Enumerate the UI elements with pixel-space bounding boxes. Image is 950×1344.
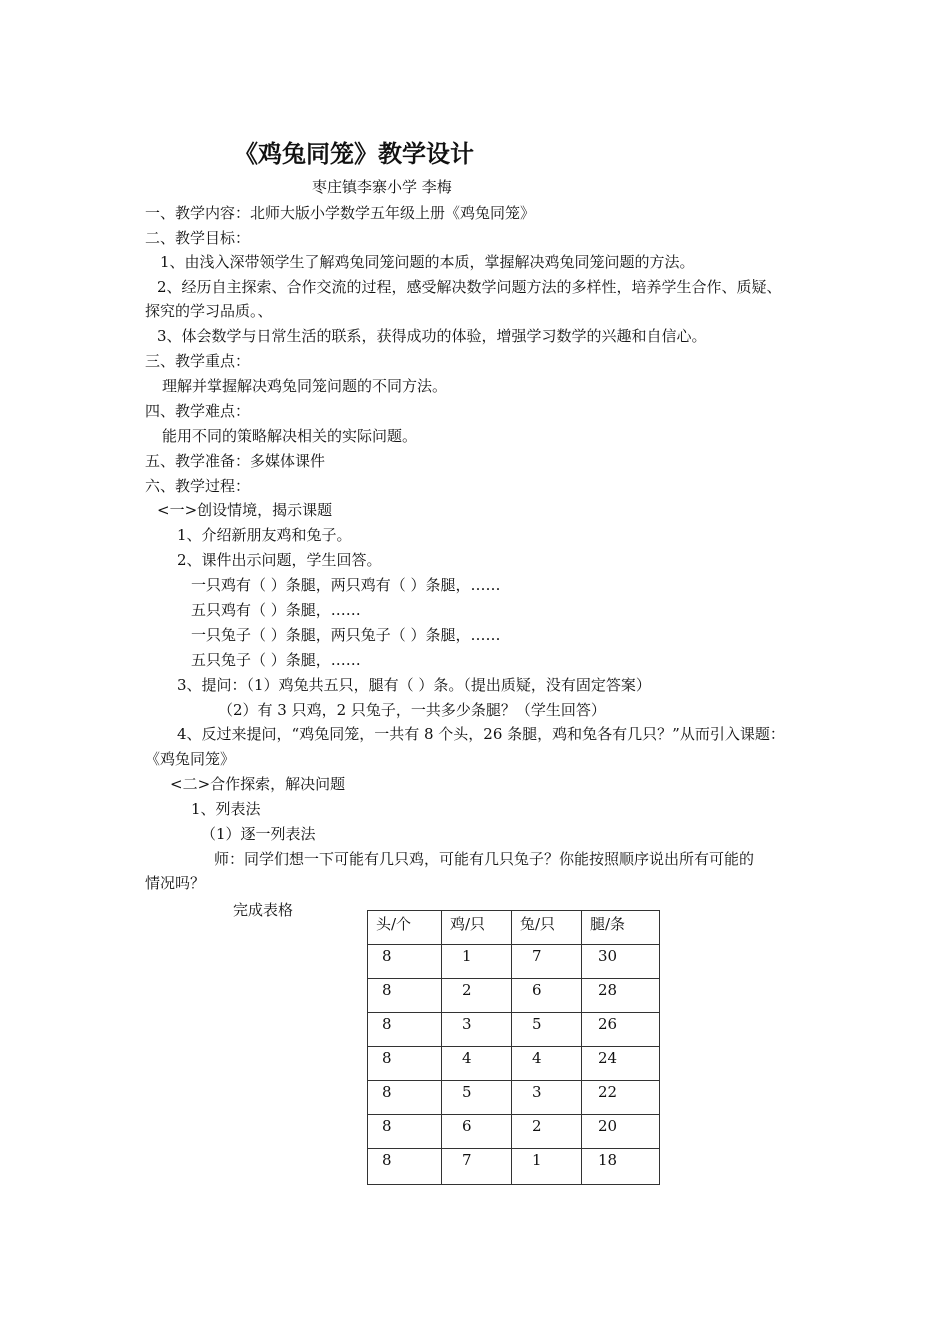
author-line: 枣庄镇李寨小学 李梅 xyxy=(312,178,452,196)
cell-rabbits: 5 xyxy=(512,1013,582,1047)
table-row xyxy=(368,945,660,979)
cell-chickens: 4 xyxy=(442,1047,512,1081)
table-row xyxy=(368,1149,660,1185)
cell-rabbits: 4 xyxy=(512,1047,582,1081)
cell-legs: 18 xyxy=(582,1149,660,1185)
teacher-question-cont: 情况吗？ xyxy=(145,874,206,892)
method-list: 1、列表法 xyxy=(191,800,261,818)
method-list-sub: （1）逐一列表法 xyxy=(201,825,316,843)
table-row xyxy=(368,1115,660,1149)
goal-2-cont: 探究的学习品质。、 xyxy=(145,302,273,320)
step-two-heading: <二>合作探索，解决问题 xyxy=(170,775,346,793)
cell-legs: 24 xyxy=(582,1047,660,1081)
cell-legs: 26 xyxy=(582,1013,660,1047)
question-line-4: 五只兔子（ ）条腿，…… xyxy=(191,651,361,669)
table-caption: 完成表格 xyxy=(233,901,294,919)
cell-heads: 8 xyxy=(368,1013,442,1047)
section-content: 一、教学内容：北师大版小学数学五年级上册《鸡兔同笼》 xyxy=(145,204,536,222)
header-rabbits: 兔/只 xyxy=(512,911,582,945)
cell-legs: 28 xyxy=(582,979,660,1013)
enumeration-table xyxy=(367,910,660,1185)
cell-heads: 8 xyxy=(368,1115,442,1149)
step-one-item-1: 1、介绍新朋友鸡和兔子。 xyxy=(177,526,352,544)
section-preparation: 五、教学准备：多媒体课件 xyxy=(145,452,326,470)
goal-3: 3、体会数学与日常生活的联系，获得成功的体验，增强学习数学的兴趣和自信心。 xyxy=(157,327,707,345)
cell-chickens: 3 xyxy=(442,1013,512,1047)
document-title: 《鸡兔同笼》教学设计 xyxy=(234,140,474,168)
cell-legs: 30 xyxy=(582,945,660,979)
question-line-2: 五只鸡有（ ）条腿，…… xyxy=(191,601,361,619)
cell-rabbits: 3 xyxy=(512,1081,582,1115)
goal-1: 1、由浅入深带领学生了解鸡兔同笼问题的本质，掌握解决鸡兔同笼问题的方法。 xyxy=(160,253,695,271)
cell-chickens: 2 xyxy=(442,979,512,1013)
cell-rabbits: 1 xyxy=(512,1149,582,1185)
table-row xyxy=(368,1081,660,1115)
header-chickens: 鸡/只 xyxy=(442,911,512,945)
cell-chickens: 7 xyxy=(442,1149,512,1185)
question-line-1: 一只鸡有（ ）条腿，两只鸡有（ ）条腿，…… xyxy=(191,576,501,594)
cell-chickens: 5 xyxy=(442,1081,512,1115)
step-one-item-2: 2、课件出示问题，学生回答。 xyxy=(177,551,382,569)
cell-chickens: 6 xyxy=(442,1115,512,1149)
table-row xyxy=(368,1047,660,1081)
cell-heads: 8 xyxy=(368,1047,442,1081)
key-point-text: 理解并掌握解决鸡兔同笼问题的不同方法。 xyxy=(162,377,448,395)
step-one-item-4-cont: 《鸡兔同笼》 xyxy=(145,750,236,768)
teacher-question: 师：同学们想一下可能有几只鸡，可能有几只兔子？你能按照顺序说出所有可能的 xyxy=(214,850,755,868)
cell-legs: 22 xyxy=(582,1081,660,1115)
step-one-item-3-sub: （2）有 3 只鸡，2 只兔子，一共多少条腿？（学生回答） xyxy=(218,701,606,719)
header-legs: 腿/条 xyxy=(582,911,660,945)
table-row xyxy=(368,979,660,1013)
cell-heads: 8 xyxy=(368,1081,442,1115)
table-row xyxy=(368,1013,660,1047)
section-key-points: 三、教学重点： xyxy=(145,352,251,370)
table-header-row xyxy=(368,911,660,945)
cell-legs: 20 xyxy=(582,1115,660,1149)
cell-rabbits: 6 xyxy=(512,979,582,1013)
cell-heads: 8 xyxy=(368,1149,442,1185)
cell-heads: 8 xyxy=(368,979,442,1013)
header-heads: 头/个 xyxy=(368,911,442,945)
cell-heads: 8 xyxy=(368,945,442,979)
step-one-item-4: 4、反过来提问，“鸡兔同笼，一共有 8 个头，26 条腿，鸡和兔各有几只？”从而引入课题： xyxy=(177,725,785,743)
cell-rabbits: 7 xyxy=(512,945,582,979)
step-one-heading: <一>创设情境，揭示课题 xyxy=(157,501,333,519)
cell-rabbits: 2 xyxy=(512,1115,582,1149)
question-line-3: 一只兔子（ ）条腿，两只兔子（ ）条腿，…… xyxy=(191,626,501,644)
section-difficulty: 四、教学难点： xyxy=(145,402,251,420)
goal-2: 2、经历自主探索、合作交流的过程，感受解决数学问题方法的多样性，培养学生合作、质疑、 xyxy=(157,278,782,296)
difficulty-text: 能用不同的策略解决相关的实际问题。 xyxy=(162,427,418,445)
cell-chickens: 1 xyxy=(442,945,512,979)
step-one-item-3: 3、提问：（1）鸡兔共五只，腿有（ ）条。（提出质疑，没有固定答案） xyxy=(177,676,651,694)
section-goals: 二、教学目标： xyxy=(145,229,251,247)
section-process: 六、教学过程： xyxy=(145,477,251,495)
